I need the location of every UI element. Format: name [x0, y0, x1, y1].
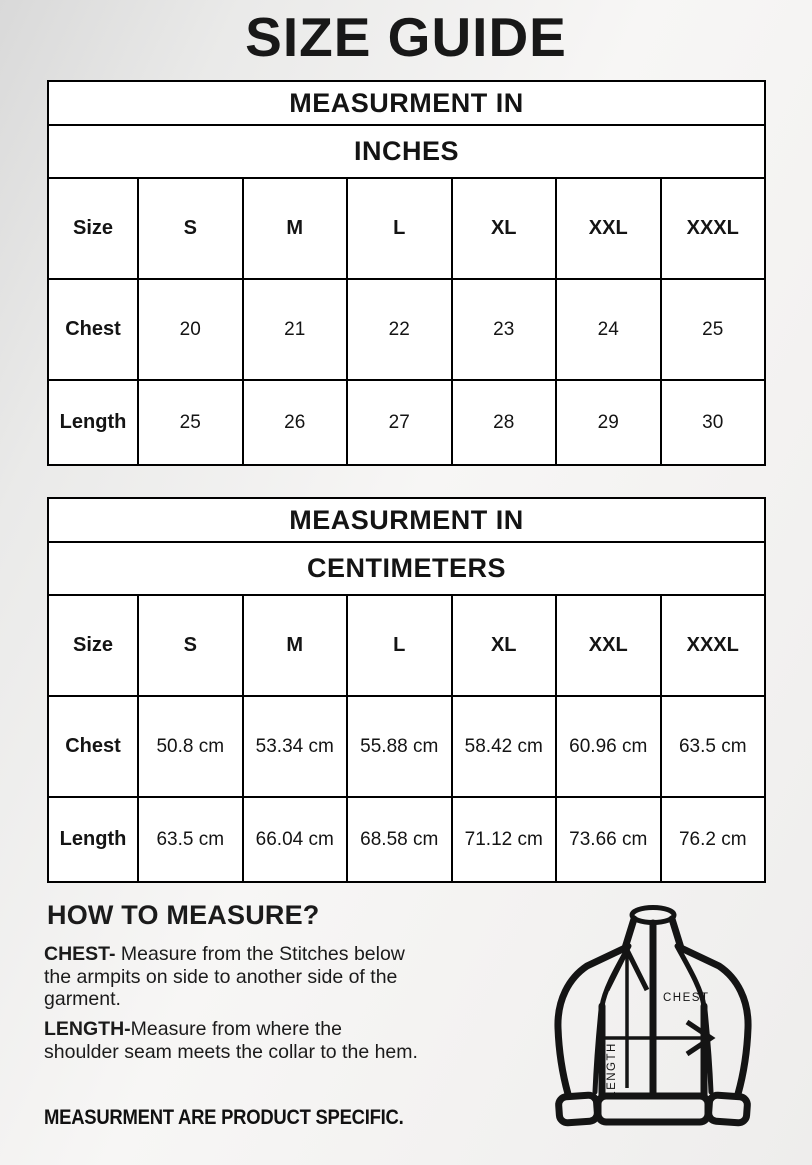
chest-instruction: [44, 943, 422, 1011]
centimeters-header-label-cell: Size: [72, 634, 114, 656]
hem-band-icon: [598, 1096, 708, 1122]
centimeters-length-s-cell: 63.5 cm: [137, 796, 242, 881]
centimeters-header-xxl-cell: XXL: [555, 596, 660, 695]
page-title: SIZE GUIDE: [245, 6, 567, 68]
jacket-measurement-diagram: [545, 898, 780, 1140]
centimeters-length-xxl-cell: 73.66 cm: [555, 796, 660, 881]
centimeters-chest-l-cell: 55.88 cm: [346, 695, 451, 796]
inches-length-l-cell: 27: [346, 379, 451, 464]
centimeters-table-unit: CENTIMETERS: [49, 543, 764, 596]
inches-length-label-cell: Length: [49, 379, 137, 464]
centimeters-header-xxxl-cell: XXXL: [660, 596, 765, 695]
centimeters-length-xl-cell: 71.12 cm: [451, 796, 556, 881]
centimeters-chest-s-cell: 50.8 cm: [137, 695, 242, 796]
centimeters-header-s-cell: S: [137, 596, 242, 695]
inches-header-l-cell: L: [346, 179, 451, 278]
inches-header-m-cell: M: [242, 179, 347, 278]
centimeters-chest-xl-cell: 58.42 cm: [451, 695, 556, 796]
centimeters-length-label-cell: Length: [49, 796, 137, 881]
length-instruction-label: LENGTH-: [44, 1018, 131, 1040]
centimeters-table-grid: [49, 596, 764, 881]
chest-instruction-label: CHEST-: [44, 943, 116, 965]
centimeters-header-xl-cell: XL: [451, 596, 556, 695]
centimeters-table-header: MEASURMENT IN: [49, 499, 764, 543]
inches-chest-label-cell: Chest: [49, 278, 137, 379]
inches-header-xxxl-cell: XXXL: [660, 179, 765, 278]
size-table-centimeters: [47, 497, 766, 883]
inches-chest-m-cell: 21: [242, 278, 347, 379]
length-instruction-text: Measure from where the shoulder seam meets the collar to the hem.: [44, 1018, 418, 1063]
inches-header-s-cell: S: [137, 179, 242, 278]
diagram-length-label: LENGTH: [606, 1042, 618, 1098]
inches-chest-xxl-cell: 24: [555, 278, 660, 379]
inches-length-m-cell: 26: [242, 379, 347, 464]
how-to-measure-heading: HOW TO MEASURE?: [47, 900, 320, 930]
centimeters-chest-xxl-cell: 60.96 cm: [555, 695, 660, 796]
inches-table-unit: INCHES: [49, 126, 764, 179]
inches-table-header: MEASURMENT IN: [49, 82, 764, 126]
inches-table-grid: [49, 179, 764, 464]
centimeters-length-m-cell: 66.04 cm: [242, 796, 347, 881]
size-table-inches: [47, 80, 766, 466]
inches-chest-xl-cell: 23: [451, 278, 556, 379]
inches-length-s-cell: 25: [137, 379, 242, 464]
centimeters-length-l-cell: 68.58 cm: [346, 796, 451, 881]
inches-header-label-cell: Size: [72, 217, 114, 239]
left-cuff-icon: [558, 1095, 598, 1124]
diagram-chest-label: CHEST: [663, 992, 710, 1004]
inches-chest-xxxl-cell: 25: [660, 278, 765, 379]
inches-length-xxxl-cell: 30: [660, 379, 765, 464]
inches-header-xl-cell: XL: [451, 179, 556, 278]
centimeters-length-xxxl-cell: 76.2 cm: [660, 796, 765, 881]
centimeters-chest-xxxl-cell: 63.5 cm: [660, 695, 765, 796]
inches-chest-l-cell: 22: [346, 278, 451, 379]
inches-chest-s-cell: 20: [137, 278, 242, 379]
chest-instruction-text: Measure from the Stitches below the armpits on side to another side of the garment.: [44, 943, 405, 1010]
centimeters-header-m-cell: M: [242, 596, 347, 695]
right-cuff-icon: [708, 1095, 748, 1124]
centimeters-chest-m-cell: 53.34 cm: [242, 695, 347, 796]
inches-length-xl-cell: 28: [451, 379, 556, 464]
inches-length-xxl-cell: 29: [555, 379, 660, 464]
product-specific-note: MEASURMENT ARE PRODUCT SPECIFIC.: [44, 1106, 404, 1129]
centimeters-chest-label-cell: Chest: [49, 695, 137, 796]
length-instruction: [44, 1018, 422, 1063]
inches-header-xxl-cell: XXL: [555, 179, 660, 278]
centimeters-header-l-cell: L: [346, 596, 451, 695]
